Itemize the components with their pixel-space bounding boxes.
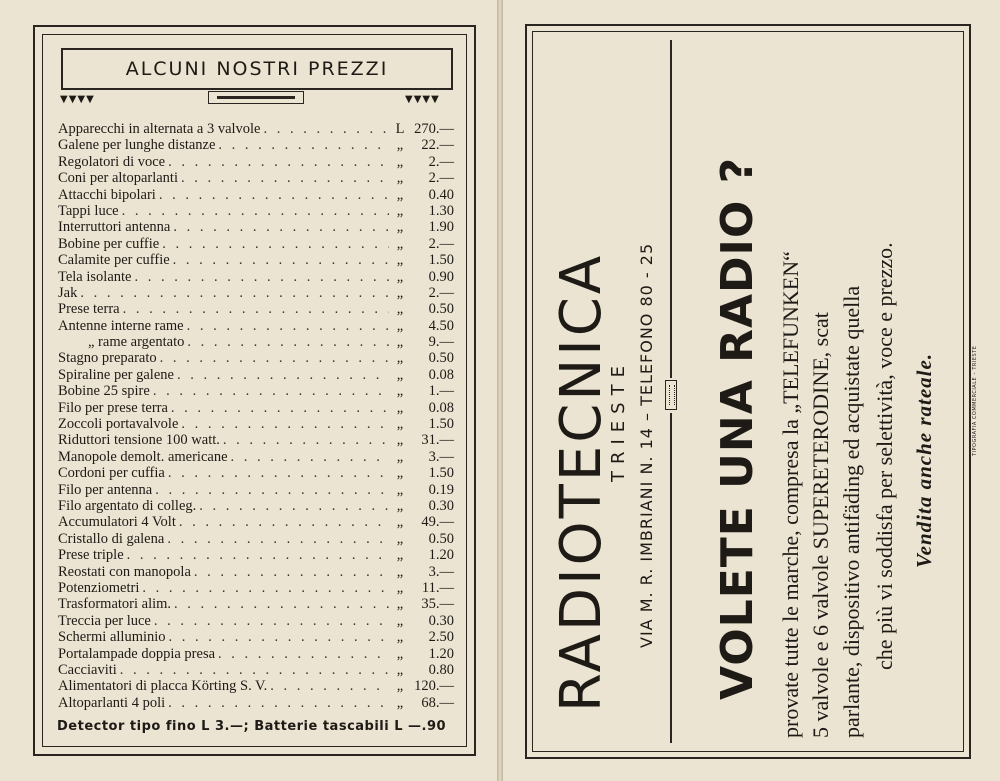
price-row: [58, 482, 454, 498]
dot-leader: [155, 482, 389, 498]
item-name: Treccia per luce: [58, 612, 151, 629]
dot-leader: [168, 465, 389, 481]
item-name: Accumulatori 4 Volt: [58, 514, 176, 531]
item-price: 22.—: [421, 137, 454, 154]
dot-leader: [169, 629, 389, 645]
item-price: 3.—: [428, 563, 454, 580]
item-price: 0.80: [428, 661, 454, 678]
item-name: Galene per lunghe distanze: [58, 137, 216, 154]
dot-leader: [194, 564, 389, 580]
dot-leader: [167, 531, 389, 547]
item-price: 0.30: [428, 497, 454, 514]
item-name: Interruttori antenna: [58, 219, 171, 236]
item-price: 2.—: [428, 170, 454, 187]
item-price: 0.08: [428, 399, 454, 416]
ditto-mark: „: [396, 661, 404, 678]
ditto-mark: „: [396, 497, 404, 514]
price-row: [58, 432, 454, 448]
ditto-mark: „: [396, 678, 404, 695]
triangle-ornament-left: ▼▼▼▼: [60, 94, 95, 105]
dot-leader: [218, 646, 389, 662]
item-name: Cacciaviti: [58, 661, 117, 678]
item-price: 35.—: [421, 596, 454, 613]
dot-leader: [264, 121, 390, 137]
price-row: [58, 646, 454, 662]
divider-line-top: [670, 40, 672, 378]
price-row: [58, 547, 454, 563]
ad-headline: VOLETE UNA RADIO ?: [712, 156, 763, 700]
dot-leader: [80, 285, 389, 301]
item-name: Prese terra: [58, 301, 120, 318]
dot-leader: [159, 187, 389, 203]
item-name: Prese triple: [58, 547, 124, 564]
ditto-mark: „: [396, 694, 404, 711]
ditto-mark: „: [396, 334, 404, 351]
dot-leader: [173, 252, 389, 268]
dot-leader: [181, 170, 389, 186]
dot-leader: [174, 596, 389, 612]
price-row: [58, 137, 454, 153]
price-row: [58, 465, 454, 481]
item-price: 3.—: [428, 448, 454, 465]
ad-text-line-3: parlante, dispositivo antifäding ed acquistate quella: [839, 285, 864, 738]
price-row: [58, 170, 454, 186]
item-name: Zoccoli portavalvole: [58, 416, 179, 433]
item-price: 2.—: [428, 235, 454, 252]
dot-leader: [231, 449, 389, 465]
dot-leader: [223, 432, 389, 448]
price-row: [58, 236, 454, 252]
item-name: „ rame argentato: [88, 334, 185, 351]
ditto-mark: „: [396, 202, 404, 219]
item-name: Tappi luce: [58, 202, 119, 219]
price-row: [58, 285, 454, 301]
item-name: Altoparlanti 4 poli: [58, 694, 166, 711]
price-row: [58, 121, 454, 137]
item-name: Jak: [58, 284, 78, 301]
price-row: [58, 252, 454, 268]
item-price: 68.—: [421, 694, 454, 711]
dot-leader: [127, 547, 389, 563]
item-name: Reostati con manopola: [58, 563, 191, 580]
page-fold: [497, 0, 503, 781]
price-row: [58, 596, 454, 612]
dot-leader: [181, 416, 389, 432]
item-price: 0.40: [428, 186, 454, 203]
price-row: [58, 564, 454, 580]
item-name: Spiraline per galene: [58, 366, 174, 383]
item-name: Schermi alluminio: [58, 629, 166, 646]
ditto-mark: „: [396, 170, 404, 187]
item-price: 1.20: [428, 547, 454, 564]
ditto-mark: „: [396, 481, 404, 498]
price-row: [58, 154, 454, 170]
item-price: 1.20: [428, 645, 454, 662]
ditto-mark: „: [396, 645, 404, 662]
item-price: 2.50: [428, 629, 454, 646]
dot-leader: [168, 695, 389, 711]
ditto-mark: „: [396, 612, 404, 629]
price-row: [58, 187, 454, 203]
price-list-footer: Detector tipo fino L 3.—; Batterie tascabili L —.90: [57, 719, 447, 734]
item-name: Alimentatori di placca Körting S. V.: [58, 678, 268, 695]
price-row: [58, 334, 454, 350]
item-name: Portalampade doppia presa: [58, 645, 216, 662]
dot-leader: [123, 301, 389, 317]
shop-address: VIA M. R. IMBRIANI N. 14 – TELEFONO 80 - 25: [637, 242, 656, 648]
price-row: [58, 203, 454, 219]
price-row: [58, 301, 454, 317]
price-row: [58, 449, 454, 465]
item-price: 9.—: [428, 334, 454, 351]
ditto-mark: „: [396, 301, 404, 318]
ad-text-line-2: 5 valvole e 6 valvole SUPERETERODINE, scat: [808, 312, 833, 738]
ad-text-line-4: che più vi soddisfa per selettività, voce e prezzo.: [872, 242, 897, 670]
ditto-mark: „: [396, 137, 404, 154]
divider-line-bottom: [670, 413, 672, 743]
price-row: [58, 219, 454, 235]
price-row: [58, 269, 454, 285]
item-name: Stagno preparato: [58, 350, 157, 367]
ditto-mark: „: [396, 219, 404, 236]
price-row: [58, 531, 454, 547]
item-price: 270.—: [414, 121, 454, 137]
ditto-mark: „: [396, 153, 404, 170]
installment-note: Vendita anche rateale.: [912, 352, 936, 568]
brand-name: RADIOTECNICA: [549, 252, 614, 712]
price-row: [58, 514, 454, 530]
item-name: Calamite per cuffie: [58, 252, 170, 269]
price-row: [58, 629, 454, 645]
ditto-mark: „: [396, 448, 404, 465]
ditto-mark: „: [396, 186, 404, 203]
price-list-title: ALCUNI NOSTRI PREZZI: [125, 58, 389, 80]
item-price: 0.50: [428, 350, 454, 367]
dot-leader: [142, 580, 389, 596]
ad-text-line-1: provate tutte le marche, compresa la „TELEFUNKEN“: [778, 251, 803, 738]
dot-leader: [134, 269, 389, 285]
item-price: 120.—: [414, 678, 454, 695]
item-name: Filo argentato di colleg.: [58, 497, 197, 514]
ditto-mark: L: [395, 121, 405, 137]
divider-ornament: [665, 380, 677, 410]
ditto-mark: „: [396, 563, 404, 580]
item-price: 0.50: [428, 530, 454, 547]
item-name: Antenne interne rame: [58, 317, 184, 334]
dot-leader: [199, 498, 389, 514]
ditto-mark: „: [396, 596, 404, 613]
item-price: 1.50: [428, 416, 454, 433]
item-price: 31.—: [421, 432, 454, 449]
dot-leader: [171, 400, 389, 416]
dot-leader: [173, 219, 389, 235]
dot-leader: [179, 514, 389, 530]
dot-leader: [187, 318, 389, 334]
ditto-mark: „: [396, 284, 404, 301]
price-row: [58, 580, 454, 596]
item-price: 49.—: [421, 514, 454, 531]
price-list-title-box: [61, 48, 453, 90]
item-name: Coni per altoparlanti: [58, 170, 178, 187]
price-row: [58, 416, 454, 432]
price-row: [58, 367, 454, 383]
dot-leader: [187, 334, 389, 350]
price-row: [58, 318, 454, 334]
printer-credit: TIPOGRAFIA COMMERCIALE – TRIESTE: [972, 345, 978, 456]
item-name: Filo per antenna: [58, 481, 153, 498]
ditto-mark: „: [396, 416, 404, 433]
center-bar-ornament: [208, 91, 304, 104]
dot-leader: [160, 350, 389, 366]
ditto-mark: „: [396, 432, 404, 449]
dot-leader: [168, 154, 389, 170]
triangle-ornament-right: ▼▼▼▼: [405, 94, 440, 105]
price-list: [58, 121, 454, 711]
item-price: 0.08: [428, 366, 454, 383]
item-name: Apparecchi in alternata a 3 valvole: [58, 121, 261, 137]
item-name: Cristallo di galena: [58, 530, 165, 547]
ditto-mark: „: [396, 547, 404, 564]
ditto-mark: „: [396, 465, 404, 482]
item-price: 2.—: [428, 284, 454, 301]
item-price: 0.90: [428, 268, 454, 285]
item-price: 2.—: [428, 153, 454, 170]
item-price: 1.90: [428, 219, 454, 236]
dot-leader: [154, 613, 389, 629]
price-row: [58, 498, 454, 514]
ditto-mark: „: [396, 383, 404, 400]
item-name: Regolatori di voce: [58, 153, 166, 170]
item-name: Cordoni per cuffia: [58, 465, 165, 482]
item-name: Potenziometri: [58, 579, 140, 596]
price-row: [58, 350, 454, 366]
price-row: [58, 678, 454, 694]
city-name: TRIESTE: [608, 359, 629, 482]
price-row: [58, 383, 454, 399]
ditto-mark: „: [396, 350, 404, 367]
item-price: 1.30: [428, 202, 454, 219]
ditto-mark: „: [396, 629, 404, 646]
ditto-mark: „: [396, 399, 404, 416]
dot-leader: [153, 383, 389, 399]
price-row: [58, 400, 454, 416]
item-name: Bobine 25 spire: [58, 383, 150, 400]
dot-leader: [162, 236, 389, 252]
ditto-mark: „: [396, 235, 404, 252]
ditto-mark: „: [396, 317, 404, 334]
item-price: 11.—: [421, 579, 454, 596]
ditto-mark: „: [396, 514, 404, 531]
item-name: Tela isolante: [58, 268, 132, 285]
ditto-mark: „: [396, 252, 404, 269]
item-name: Bobine per cuffie: [58, 235, 160, 252]
item-price: 0.19: [428, 481, 454, 498]
item-price: 0.50: [428, 301, 454, 318]
item-name: Riduttori tensione 100 watt.: [58, 432, 220, 449]
item-price: 0.30: [428, 612, 454, 629]
ditto-mark: „: [396, 530, 404, 547]
item-name: Filo per prese terra: [58, 399, 168, 416]
dot-leader: [122, 203, 389, 219]
price-row: [58, 613, 454, 629]
dot-leader: [218, 137, 389, 153]
item-name: Manopole demolt. americane: [58, 448, 228, 465]
ditto-mark: „: [396, 366, 404, 383]
item-price: 1.50: [428, 465, 454, 482]
ditto-mark: „: [396, 268, 404, 285]
price-row: [58, 695, 454, 711]
dot-leader: [177, 367, 389, 383]
item-price: 1.50: [428, 252, 454, 269]
price-row: [58, 662, 454, 678]
dot-leader: [270, 678, 389, 694]
item-name: Trasformatori alim.: [58, 596, 172, 613]
ditto-mark: „: [396, 579, 404, 596]
item-price: 1.—: [428, 383, 454, 400]
item-price: 4.50: [428, 317, 454, 334]
item-name: Attacchi bipolari: [58, 186, 156, 203]
dot-leader: [120, 662, 389, 678]
